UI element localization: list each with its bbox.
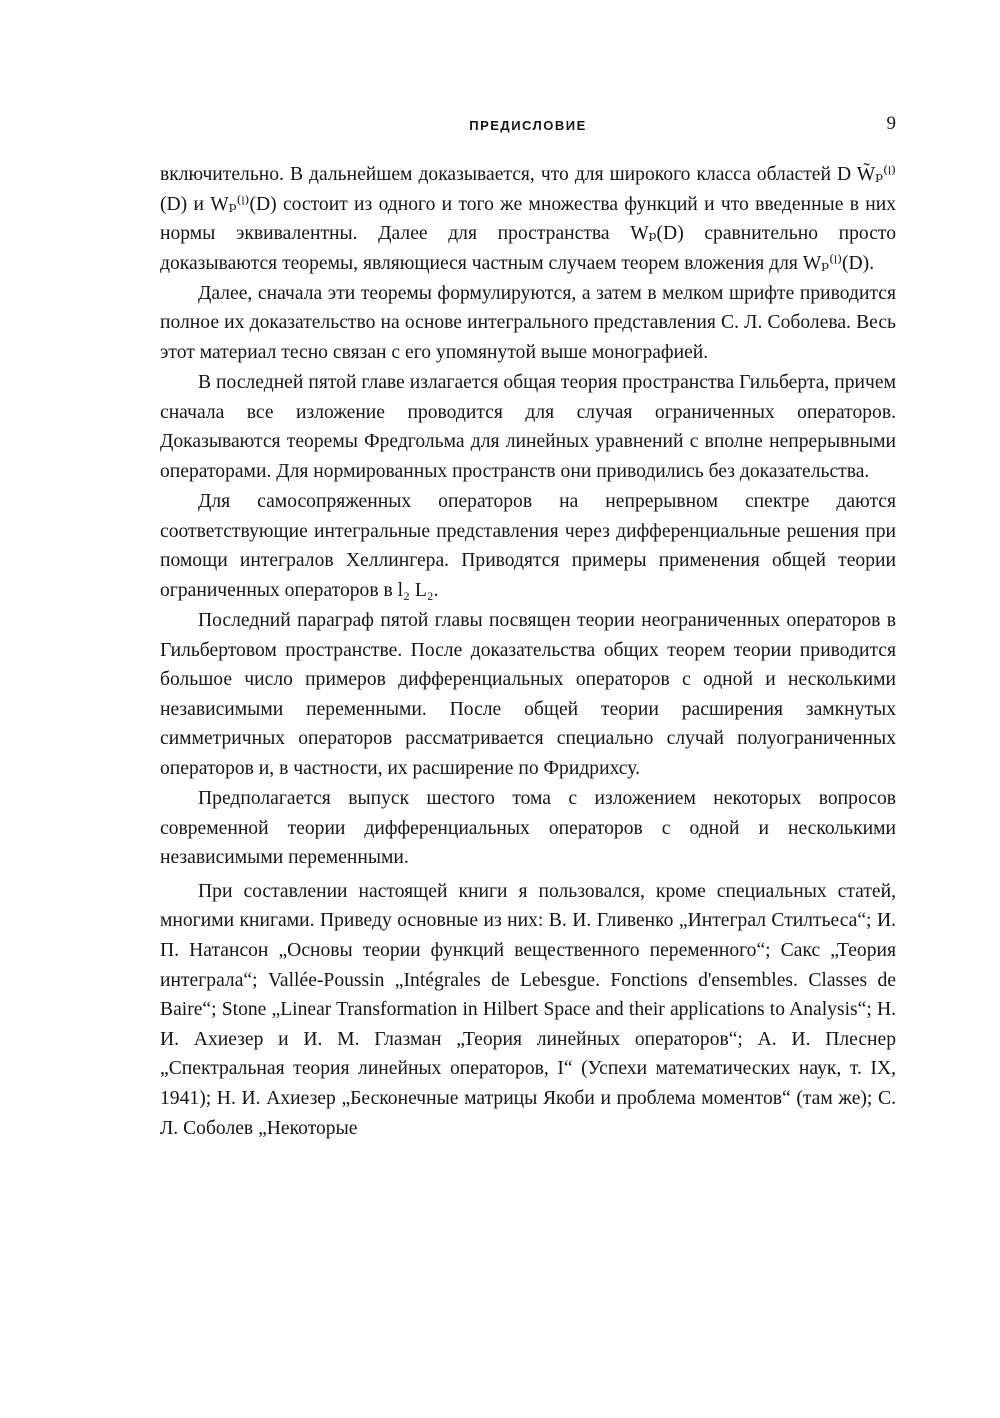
paragraph-6: Предполагается выпуск шестого тома с изложением некоторых вопросов современной теории дифференциальных операторов с одной и несколькими независимыми переменными.: [160, 787, 896, 869]
paragraph-3: В последней пятой главе излагается общая теория пространства Гильберта, причем сначала все изложение проводится для случая ограниченных операторов. Доказываются теоремы Фредгольма для линейных уравнений с вполне непрерывными операторами. Для нормированных пространств они приводились без доказательства.: [160, 372, 896, 482]
body-text: [160, 160, 896, 1143]
paragraph-7: При составлении настоящей книги я пользовался, кроме специальных статей, многими книгами. Приведу основные из них: В. И. Гливенко „Интеграл Стилтьеса“; И. П. Натансон „Основы теории функций вещественного переменного“; Сакс „Теория интеграла“; Vallée-Poussin „Intégrales de Lebesgue. Fonctions d'ensembles. Classes de Baire“; Stone „Linear Transformation in Hilbert Space and their applications to Analysis“; Н. И. Ахиезер и И. М. Глазман „Теория линейных операторов“; А. И. Плеснер „Спектральная теория линейных операторов, I“ (Успехи математических наук, т. IX, 1941); Н. И. Ахиезер „Бесконечные матрицы Якоби и проблема моментов“ (там же); С. Л. Соболев „Некоторые: [160, 880, 896, 1139]
paragraph-2: Далее, сначала эти теоремы формулируются, а затем в мелком шрифте приводится полное их доказательство на основе интегрального представления С. Л. Соболева. Весь этот материал тесно связан с его упомянутой выше монографией.: [160, 282, 896, 364]
paragraph-5: Последний параграф пятой главы посвящен теории неограниченных операторов в Гильбертовом пространстве. После доказательства общих теорем теории приводится большое число примеров дифференциальных операторов с одной и несколькими независимыми переменными. После общей теории расширения замкнутых симметричных операторов рассматривается специально случай полуограниченных операторов и, в частности, их расширение по Фридрихсу.: [160, 609, 896, 779]
chapter-title: ПРЕДИСЛОВИЕ: [469, 118, 587, 133]
running-header: [160, 114, 896, 138]
page-number: 9: [886, 113, 896, 134]
paragraph-1: включительно. В дальнейшем доказывается, что для широкого класса областей D W̃ₚ⁽ˡ⁾(D) и Wₚ⁽ˡ⁾(D) состоит из одного и того же множества функций и что введенные в них нормы эквивалентны. Далее для пространства Wₚ(D) сравнительно просто доказываются теоремы, являющиеся частным случаем теорем вложения для Wₚ⁽ˡ⁾(D).: [160, 164, 896, 274]
paragraph-4: Для самосопряженных операторов на непрерывном спектре даются соответствующие интегральные представления через дифференциальные решения при помощи интегралов Хеллингера. Приводятся примеры применения общей теории ограниченных операторов в l₂ L₂.: [160, 491, 896, 601]
